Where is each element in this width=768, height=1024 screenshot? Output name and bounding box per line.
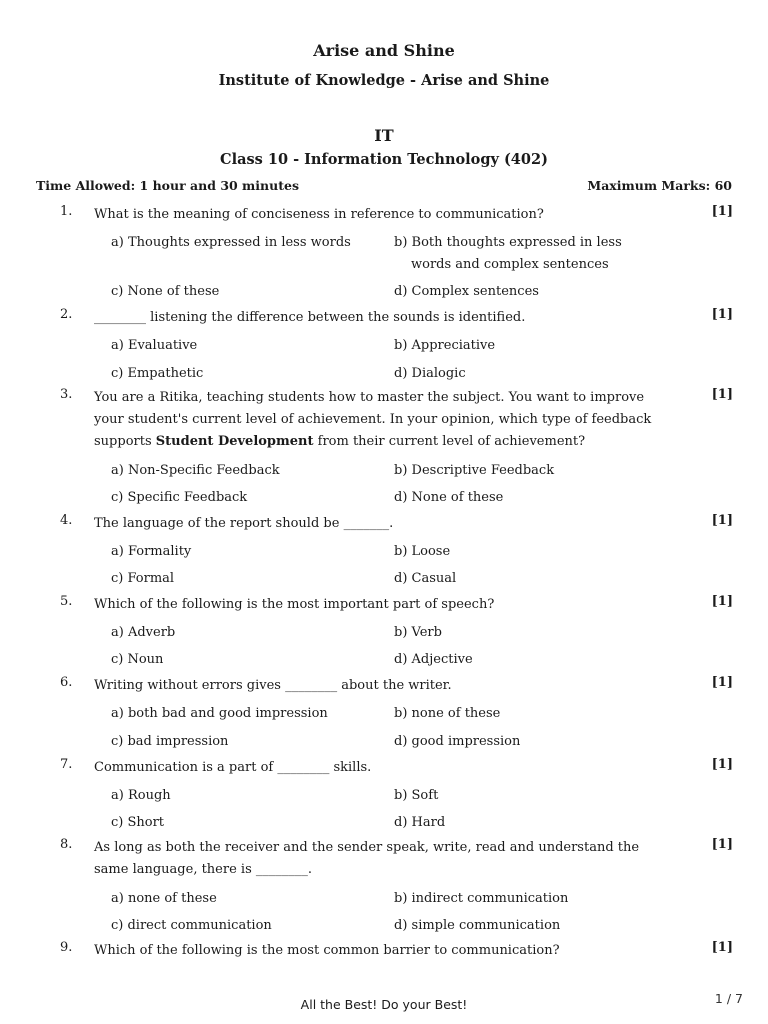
option-b: b) Descriptive Feedback [394,463,555,478]
option-d: d) Adjective [394,652,473,667]
question-number: 9. [60,940,73,955]
option-b: b) Appreciative [394,338,496,353]
question-marks: [1] [711,594,733,609]
option-c: c) direct communication [111,918,272,933]
option-a: a) both bad and good impression [111,706,328,721]
question-marks: [1] [711,387,733,402]
question-number: 1. [60,204,73,219]
question-marks: [1] [711,757,733,772]
option-b: b) Soft [394,788,439,803]
question-text-part: You are a Ritika, teaching students how to master the subject. You want to improve your student's current level of achievement. In your opinion, which type of feedback supports [94,390,652,449]
time-allowed: Time Allowed: 1 hour and 30 minutes [36,178,299,193]
question-marks: [1] [711,940,733,955]
question-number: 7. [60,757,73,772]
option-c: c) Specific Feedback [111,490,248,505]
option-b: b) none of these [394,706,501,721]
question-number: 6. [60,675,73,690]
option-d: d) Dialogic [394,366,466,381]
question-text: Which of the following is the most common barrier to communication? [94,943,560,958]
question-marks: [1] [711,675,733,690]
option-c: c) Empathetic [111,366,204,381]
option-a: a) Evaluative [111,338,198,353]
option-c: c) Short [111,815,165,830]
option-b: b) Loose [394,544,451,559]
class-line: Class 10 - Information Technology (402) [220,151,548,168]
question-marks: [1] [711,307,733,322]
question-marks: [1] [711,513,733,528]
option-a: a) Adverb [111,625,176,640]
question-marks: [1] [711,837,733,852]
option-d: d) None of these [394,490,504,505]
question-number: 2. [60,307,73,322]
footer-message: All the Best! Do your Best! [300,997,468,1012]
option-b [394,232,629,276]
page-number: 1 / 7 [714,991,743,1006]
option-a: a) Formality [111,544,192,559]
question-text: The language of the report should be _______. [94,516,394,531]
option-b: b) Verb [394,625,442,640]
question-text: Communication is a part of ________ skills. [94,760,372,775]
option-a: a) Rough [111,788,171,803]
option-d: d) Hard [394,815,446,830]
option-d: d) Complex sentences [394,284,539,299]
option-a: a) Non-Specific Feedback [111,463,280,478]
option-c: c) Noun [111,652,164,667]
maximum-marks: Maximum Marks: 60 [587,178,732,193]
option-b: b) indirect communication [394,891,569,906]
option-d: d) good impression [394,734,521,749]
option-b-text: b) Both thoughts expressed in less words and complex sentences [394,235,622,272]
question-number: 4. [60,513,73,528]
option-d: d) Casual [394,571,457,586]
question-marks: [1] [711,204,733,219]
option-c: c) None of these [111,284,220,299]
option-a: a) Thoughts expressed in less words [111,235,351,250]
document-title: Arise and Shine [313,41,455,60]
emphasized-term: Student Development [155,434,314,449]
question-text: What is the meaning of conciseness in reference to communication? [94,207,544,222]
question-number: 3. [60,387,73,402]
option-d: d) simple communication [394,918,561,933]
option-c: c) bad impression [111,734,229,749]
question-text-part: from their current level of achievement? [313,434,586,449]
option-c: c) Formal [111,571,175,586]
institute-name: Institute of Knowledge - Arise and Shine [218,72,550,89]
question-number: 8. [60,837,73,852]
subject-code: IT [374,126,394,145]
question-text [94,387,672,453]
question-number: 5. [60,594,73,609]
question-text: Which of the following is the most important part of speech? [94,597,495,612]
question-text: As long as both the receiver and the sender speak, write, read and understand the same language, there is ________. [94,840,640,877]
question-text: ________ listening the difference between the sounds is identified. [94,310,526,325]
option-a: a) none of these [111,891,217,906]
question-text: Writing without errors gives ________ about the writer. [94,678,452,693]
